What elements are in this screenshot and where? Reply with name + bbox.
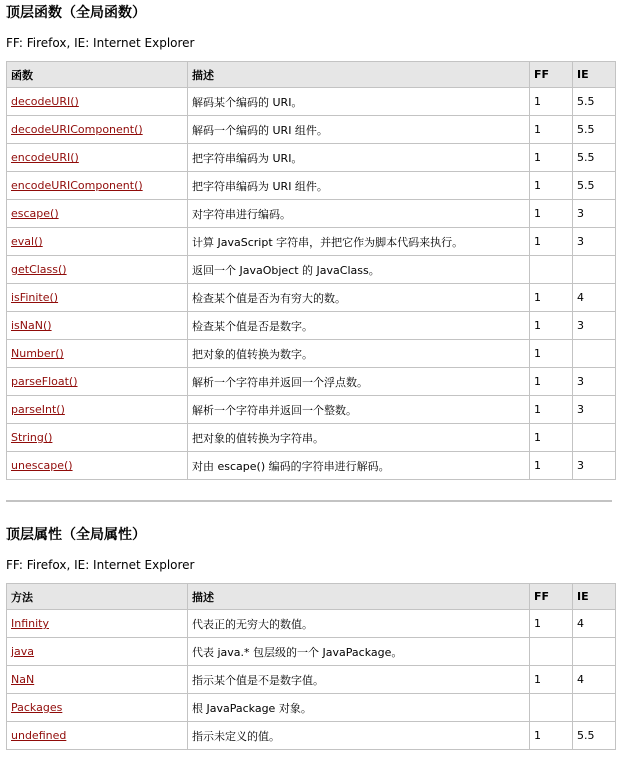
reference-link[interactable]: Packages bbox=[11, 701, 63, 714]
cell-name bbox=[7, 396, 188, 424]
cell-ff: 1 bbox=[530, 144, 573, 172]
header-ie: IE bbox=[573, 584, 616, 610]
reference-link[interactable]: Number() bbox=[11, 347, 64, 360]
cell-name bbox=[7, 452, 188, 480]
cell-ff: 1 bbox=[530, 200, 573, 228]
cell-desc: 把对象的值转换为数字。 bbox=[188, 340, 530, 368]
cell-ie: 3 bbox=[573, 312, 616, 340]
header-name: 方法 bbox=[7, 584, 188, 610]
cell-name bbox=[7, 312, 188, 340]
cell-name bbox=[7, 694, 188, 722]
header-ff: FF bbox=[530, 584, 573, 610]
functions-legend: FF: Firefox, IE: Internet Explorer bbox=[6, 36, 195, 50]
reference-link[interactable]: encodeURI() bbox=[11, 151, 79, 164]
reference-link[interactable]: decodeURI() bbox=[11, 95, 79, 108]
cell-desc: 检查某个值是否是数字。 bbox=[188, 312, 530, 340]
cell-name bbox=[7, 200, 188, 228]
cell-ie: 3 bbox=[573, 452, 616, 480]
table-header-row bbox=[7, 584, 616, 610]
cell-name bbox=[7, 666, 188, 694]
table-row bbox=[7, 88, 616, 116]
table-row bbox=[7, 312, 616, 340]
reference-link[interactable]: isNaN() bbox=[11, 319, 52, 332]
reference-link[interactable]: encodeURIComponent() bbox=[11, 179, 143, 192]
cell-ie bbox=[573, 694, 616, 722]
table-row bbox=[7, 666, 616, 694]
header-ff: FF bbox=[530, 62, 573, 88]
header-desc: 描述 bbox=[188, 584, 530, 610]
cell-ff: 1 bbox=[530, 284, 573, 312]
cell-ff: 1 bbox=[530, 368, 573, 396]
cell-ff bbox=[530, 638, 573, 666]
table-row bbox=[7, 722, 616, 750]
properties-legend: FF: Firefox, IE: Internet Explorer bbox=[6, 558, 195, 572]
cell-ff: 1 bbox=[530, 228, 573, 256]
cell-desc: 把字符串编码为 URI 组件。 bbox=[188, 172, 530, 200]
cell-name bbox=[7, 172, 188, 200]
reference-link[interactable]: eval() bbox=[11, 235, 43, 248]
cell-name bbox=[7, 638, 188, 666]
cell-desc: 把对象的值转换为字符串。 bbox=[188, 424, 530, 452]
cell-ie: 4 bbox=[573, 610, 616, 638]
cell-name bbox=[7, 722, 188, 750]
cell-ie: 4 bbox=[573, 284, 616, 312]
table-row bbox=[7, 424, 616, 452]
cell-desc: 解析一个字符串并返回一个整数。 bbox=[188, 396, 530, 424]
reference-link[interactable]: decodeURIComponent() bbox=[11, 123, 143, 136]
cell-name bbox=[7, 424, 188, 452]
cell-ff bbox=[530, 694, 573, 722]
cell-ie: 3 bbox=[573, 368, 616, 396]
functions-title: 顶层函数（全局函数） bbox=[6, 5, 146, 21]
cell-desc: 解码某个编码的 URI。 bbox=[188, 88, 530, 116]
cell-ie: 3 bbox=[573, 228, 616, 256]
cell-desc: 对字符串进行编码。 bbox=[188, 200, 530, 228]
cell-desc: 根 JavaPackage 对象。 bbox=[188, 694, 530, 722]
table-row bbox=[7, 340, 616, 368]
properties-section bbox=[6, 522, 613, 750]
cell-ff: 1 bbox=[530, 666, 573, 694]
table-row bbox=[7, 228, 616, 256]
cell-ie: 3 bbox=[573, 200, 616, 228]
cell-ie: 4 bbox=[573, 666, 616, 694]
cell-desc: 计算 JavaScript 字符串，并把它作为脚本代码来执行。 bbox=[188, 228, 530, 256]
cell-name bbox=[7, 340, 188, 368]
table-row bbox=[7, 116, 616, 144]
cell-ff: 1 bbox=[530, 116, 573, 144]
cell-ff: 1 bbox=[530, 396, 573, 424]
cell-desc: 对由 escape() 编码的字符串进行解码。 bbox=[188, 452, 530, 480]
table-row bbox=[7, 256, 616, 284]
cell-ie: 3 bbox=[573, 396, 616, 424]
cell-desc: 指示未定义的值。 bbox=[188, 722, 530, 750]
cell-desc: 代表正的无穷大的数值。 bbox=[188, 610, 530, 638]
reference-link[interactable]: Infinity bbox=[11, 617, 49, 630]
reference-link[interactable]: java bbox=[11, 645, 35, 658]
cell-ff: 1 bbox=[530, 88, 573, 116]
cell-desc: 检查某个值是否为有穷大的数。 bbox=[188, 284, 530, 312]
cell-ff: 1 bbox=[530, 340, 573, 368]
cell-ie: 5.5 bbox=[573, 172, 616, 200]
cell-name bbox=[7, 144, 188, 172]
reference-link[interactable]: unescape() bbox=[11, 459, 73, 472]
cell-ff: 1 bbox=[530, 312, 573, 340]
properties-title: 顶层属性（全局属性） bbox=[6, 527, 146, 543]
cell-ff: 1 bbox=[530, 424, 573, 452]
cell-desc: 代表 java.* 包层级的一个 JavaPackage。 bbox=[188, 638, 530, 666]
cell-name bbox=[7, 116, 188, 144]
cell-desc: 解码一个编码的 URI 组件。 bbox=[188, 116, 530, 144]
properties-table bbox=[6, 583, 616, 750]
cell-desc: 指示某个值是不是数字值。 bbox=[188, 666, 530, 694]
table-row bbox=[7, 172, 616, 200]
reference-link[interactable]: String() bbox=[11, 431, 53, 444]
cell-ie: 5.5 bbox=[573, 88, 616, 116]
table-row bbox=[7, 638, 616, 666]
cell-name bbox=[7, 256, 188, 284]
cell-desc: 返回一个 JavaObject 的 JavaClass。 bbox=[188, 256, 530, 284]
table-row bbox=[7, 200, 616, 228]
cell-ie bbox=[573, 424, 616, 452]
cell-ie bbox=[573, 340, 616, 368]
table-row bbox=[7, 452, 616, 480]
reference-link[interactable]: undefined bbox=[11, 729, 67, 742]
table-row bbox=[7, 694, 616, 722]
cell-desc: 把字符串编码为 URI。 bbox=[188, 144, 530, 172]
section-divider bbox=[6, 500, 612, 502]
cell-name bbox=[7, 284, 188, 312]
cell-ff: 1 bbox=[530, 172, 573, 200]
cell-ff: 1 bbox=[530, 610, 573, 638]
reference-link[interactable]: NaN bbox=[11, 673, 35, 686]
reference-link[interactable]: parseInt() bbox=[11, 403, 65, 416]
table-row bbox=[7, 610, 616, 638]
cell-name bbox=[7, 368, 188, 396]
functions-table bbox=[6, 61, 616, 480]
table-header-row bbox=[7, 62, 616, 88]
reference-link[interactable]: parseFloat() bbox=[11, 375, 78, 388]
cell-ff: 1 bbox=[530, 722, 573, 750]
cell-ie: 5.5 bbox=[573, 144, 616, 172]
reference-link[interactable]: escape() bbox=[11, 207, 59, 220]
header-ie: IE bbox=[573, 62, 616, 88]
cell-ie bbox=[573, 638, 616, 666]
cell-ie: 5.5 bbox=[573, 116, 616, 144]
reference-link[interactable]: getClass() bbox=[11, 263, 67, 276]
table-row bbox=[7, 368, 616, 396]
header-desc: 描述 bbox=[188, 62, 530, 88]
cell-name bbox=[7, 228, 188, 256]
cell-desc: 解析一个字符串并返回一个浮点数。 bbox=[188, 368, 530, 396]
cell-ie bbox=[573, 256, 616, 284]
cell-ie: 5.5 bbox=[573, 722, 616, 750]
cell-name bbox=[7, 88, 188, 116]
table-row bbox=[7, 396, 616, 424]
cell-ff bbox=[530, 256, 573, 284]
reference-link[interactable]: isFinite() bbox=[11, 291, 59, 304]
cell-name bbox=[7, 610, 188, 638]
table-row bbox=[7, 144, 616, 172]
header-name: 函数 bbox=[7, 62, 188, 88]
table-row bbox=[7, 284, 616, 312]
functions-section bbox=[6, 0, 613, 480]
cell-ff: 1 bbox=[530, 452, 573, 480]
